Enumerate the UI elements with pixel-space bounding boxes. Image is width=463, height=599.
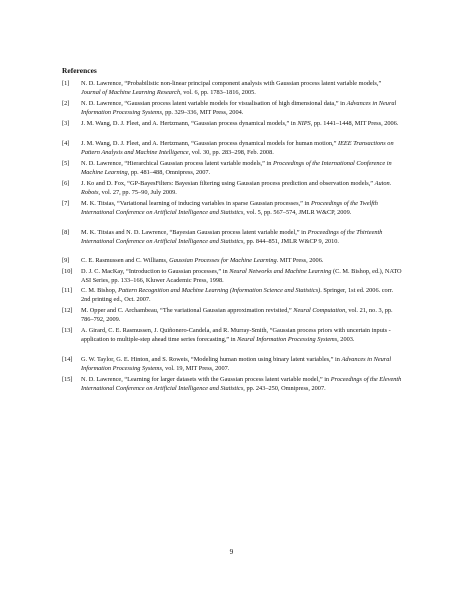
reference-number: [12]	[62, 307, 73, 314]
reference-item	[62, 180, 402, 197]
reference-number: [5]	[62, 160, 70, 167]
reference-number: [7]	[62, 200, 70, 207]
reference-number: [8]	[62, 229, 70, 236]
reference-number: [6]	[62, 180, 70, 187]
reference-text: M. K. Titsias, “Variational learning of inducing variables in sparse Gaussian processes,” in Proceedings of the Twelfth International Conference on Artificial Intelligence and Statistics, vol. 5, pp. 567–574, JMLR W&CP, 2009.	[81, 200, 378, 216]
reference-item	[62, 229, 402, 246]
reference-text: C. M. Bishop, Pattern Recognition and Machine Learning (Information Science and Statistics). Springer, 1st ed. 2006. corr. 2nd printing ed., Oct. 2007.	[81, 287, 394, 303]
reference-item	[62, 268, 402, 285]
reference-text: M. K. Titsias and N. D. Lawrence, “Bayesian Gaussian process latent variable model,” in Proceedings of the Thirteenth International Conference on Artificial Intelligence and Statistics, pp. 844–851, JMLR W&CP 9, 2010.	[81, 229, 383, 245]
reference-text: D. J. C. MacKay, “Introduction to Gaussian processes,” in Neural Networks and Machine Learning (C. M. Bishop, ed.), NATO ASI Series, pp. 133–166, Kluwer Academic Press, 1998.	[81, 268, 402, 284]
reference-item	[62, 160, 402, 177]
page-number: 9	[229, 547, 234, 556]
reference-number: [10]	[62, 268, 73, 275]
reference-number: [1]	[62, 80, 70, 87]
reference-text: J. M. Wang, D. J. Fleet, and A. Hertzmann, “Gaussian process dynamical models,” in NIPS, pp. 1441–1448, MIT Press, 2006.	[81, 120, 399, 127]
reference-text: J. M. Wang, D. J. Fleet, and A. Hertzmann, “Gaussian process dynamical models for human motion,” IEEE Transactions on Pattern Analysis and Machine Intelligence, vol. 30, pp. 283–298, Feb. 2008.	[81, 140, 394, 156]
reference-number: [14]	[62, 356, 73, 363]
reference-number: [3]	[62, 120, 70, 127]
reference-item	[62, 200, 402, 217]
reference-item	[62, 120, 402, 129]
reference-item	[62, 140, 402, 157]
reference-text: N. D. Lawrence, “Learning for larger datasets with the Gaussian process latent variable model,” in Proceedings of the Eleventh International Conference on Artificial Intelligence and Statistics, pp. 243–250, Omnipress, 2007.	[81, 376, 402, 392]
reference-text: N. D. Lawrence, “Probabilistic non-linear principal component analysis with Gaussian process latent variable models,” Journal of Machine Learning Research, vol. 6, pp. 1783–1816, 2005.	[81, 80, 382, 96]
reference-item	[62, 100, 402, 117]
reference-number: [13]	[62, 327, 73, 334]
reference-item	[62, 257, 402, 266]
reference-item	[62, 327, 402, 344]
reference-number: [9]	[62, 257, 70, 264]
reference-text: N. D. Lawrence, “Hierarchical Gaussian process latent variable models,” in Proceedings of the International Conference in Machine Learning, pp. 481–488, Omnipress, 2007.	[81, 160, 392, 176]
reference-text: M. Opper and C. Archambeau, “The variational Gaussian approximation revisited,” Neural Computation, vol. 21, no. 3, pp. 786–792, 2009.	[81, 307, 393, 323]
reference-item	[62, 307, 402, 324]
reference-text: C. E. Rasmussen and C. Williams, Gaussian Processes for Machine Learning. MIT Press, 2006.	[81, 257, 324, 264]
reference-text: N. D. Lawrence, “Gaussian process latent variable models for visualisation of high dimensional data,” in Advances in Neural Information Processing Systems, pp. 329–336, MIT Press, 2004.	[81, 100, 397, 116]
reference-number: [4]	[62, 140, 70, 147]
references-heading: References	[62, 66, 97, 75]
reference-number: [2]	[62, 100, 70, 107]
reference-text: A. Girard, C. E. Rasmussen, J. Quiñonero-Candela, and R. Murray-Smith, “Gaussian process priors with uncertain inputs - application to multiple-step ahead time series forecasting,” in Neural Information Processing Systems, 2003.	[81, 327, 391, 343]
reference-text: J. Ko and D. Fox, “GP-BayesFilters: Bayesian filtering using Gaussian process prediction and observation models,” Auton. Robots, vol. 27, pp. 75–90, July 2009.	[81, 180, 392, 196]
reference-item	[62, 376, 402, 393]
reference-item	[62, 80, 402, 97]
reference-number: [11]	[62, 287, 73, 294]
reference-item	[62, 287, 402, 304]
reference-number: [15]	[62, 376, 73, 383]
reference-text: G. W. Taylor, G. E. Hinton, and S. Roweis, “Modeling human motion using binary latent variables,” in Advances in Neural Information Processing Systems, vol. 19, MIT Press, 2007.	[81, 356, 392, 372]
reference-item	[62, 356, 402, 373]
